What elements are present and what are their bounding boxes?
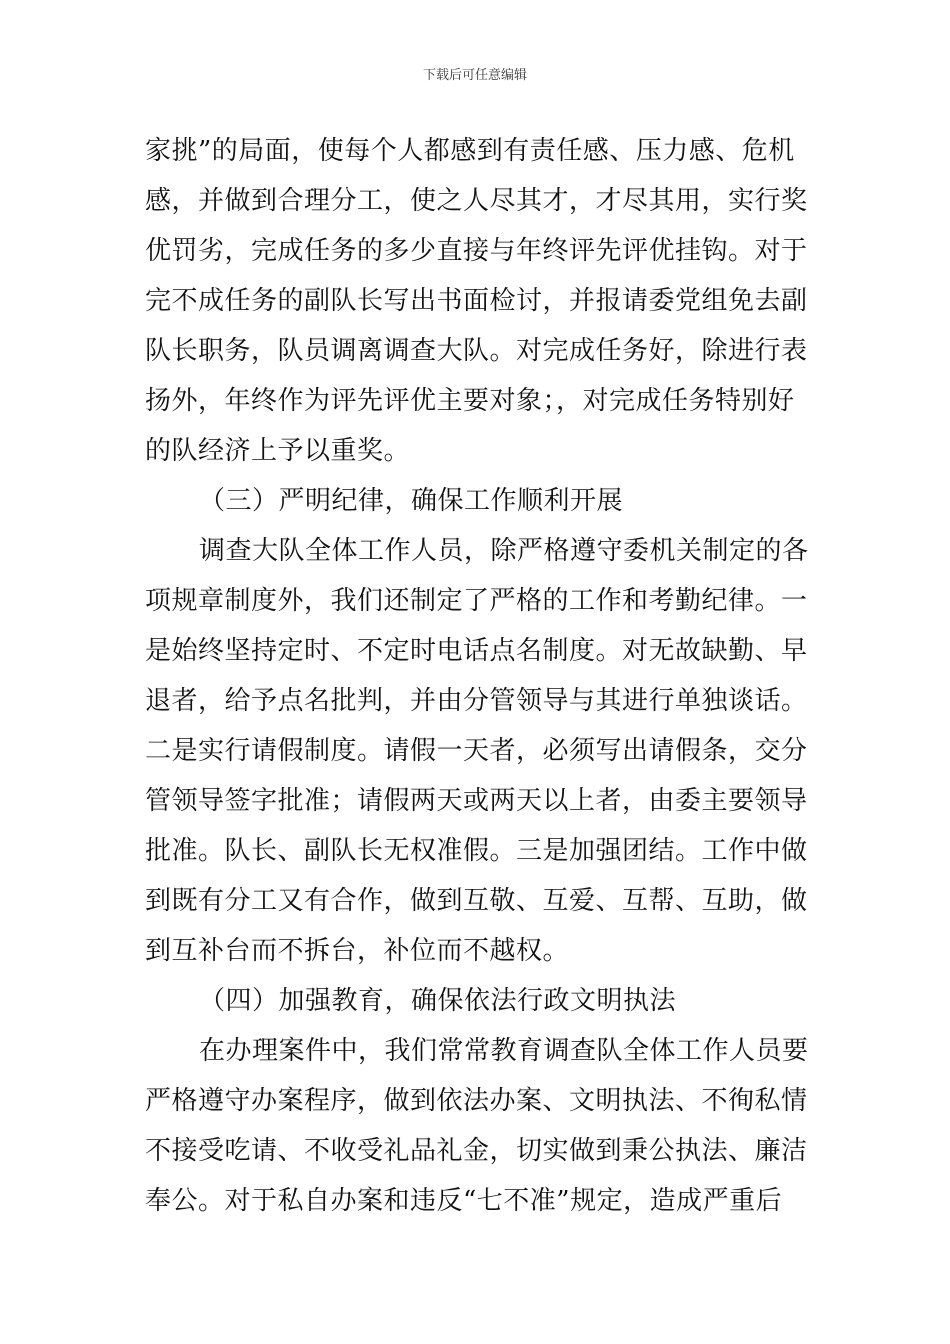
page-header-note: 下载后可任意编辑 xyxy=(422,68,527,83)
text-line: 不接受吃请、不收受礼品礼金，切实做到秉公执法、廉洁 xyxy=(145,1136,808,1166)
text-line: 的队经济上予以重奖。 xyxy=(145,436,411,466)
section-heading: （四）加强教育，确保依法行政文明执法 xyxy=(199,986,677,1016)
text-line: 优罚劣，完成任务的多少直接与年终评先评优挂钩。对于 xyxy=(145,236,808,266)
text-line: 管领导签字批准；请假两天或两天以上者，由委主要领导 xyxy=(145,786,808,816)
text-line: 完不成任务的副队长写出书面检讨，并报请委党组免去副 xyxy=(145,286,808,316)
text-line: 感，并做到合理分工，使之人尽其才，才尽其用，实行奖 xyxy=(145,186,808,216)
paragraph-start-line: 调查大队全体工作人员，除严格遵守委机关制定的各 xyxy=(199,536,809,566)
text-line: 项规章制度外，我们还制定了严格的工作和考勤纪律。一 xyxy=(145,586,808,616)
text-line: 退者，给予点名批判，并由分管领导与其进行单独谈话。 xyxy=(145,686,808,716)
text-line: 家挑”的局面，使每个人都感到有责任感、压力感、危机 xyxy=(145,136,795,166)
document-body xyxy=(145,126,807,1226)
text-line: 批准。队长、副队长无权准假。三是加强团结。工作中做 xyxy=(145,836,808,866)
paragraph-start-line: 在办理案件中，我们常常教育调查队全体工作人员要 xyxy=(199,1036,809,1066)
text-line: 是始终坚持定时、不定时电话点名制度。对无故缺勤、早 xyxy=(145,636,808,666)
text-line: 奉公。对于私自办案和违反“七不准”规定，造成严重后 xyxy=(145,1186,783,1216)
text-line: 到互补台而不拆台，补位而不越权。 xyxy=(145,936,570,966)
text-line: 严格遵守办案程序，做到依法办案、文明执法、不徇私情 xyxy=(145,1086,808,1116)
text-line: 二是实行请假制度。请假一天者，必须写出请假条，交分 xyxy=(145,736,808,766)
text-line: 扬外，年终作为评先评优主要对象；，对完成任务特别好 xyxy=(145,386,795,416)
section-heading: （三）严明纪律，确保工作顺利开展 xyxy=(199,486,624,516)
text-line: 队长职务，队员调离调查大队。对完成任务好，除进行表 xyxy=(145,336,808,366)
text-line: 到既有分工又有合作，做到互敬、互爱、互帮、互助，做 xyxy=(145,886,808,916)
